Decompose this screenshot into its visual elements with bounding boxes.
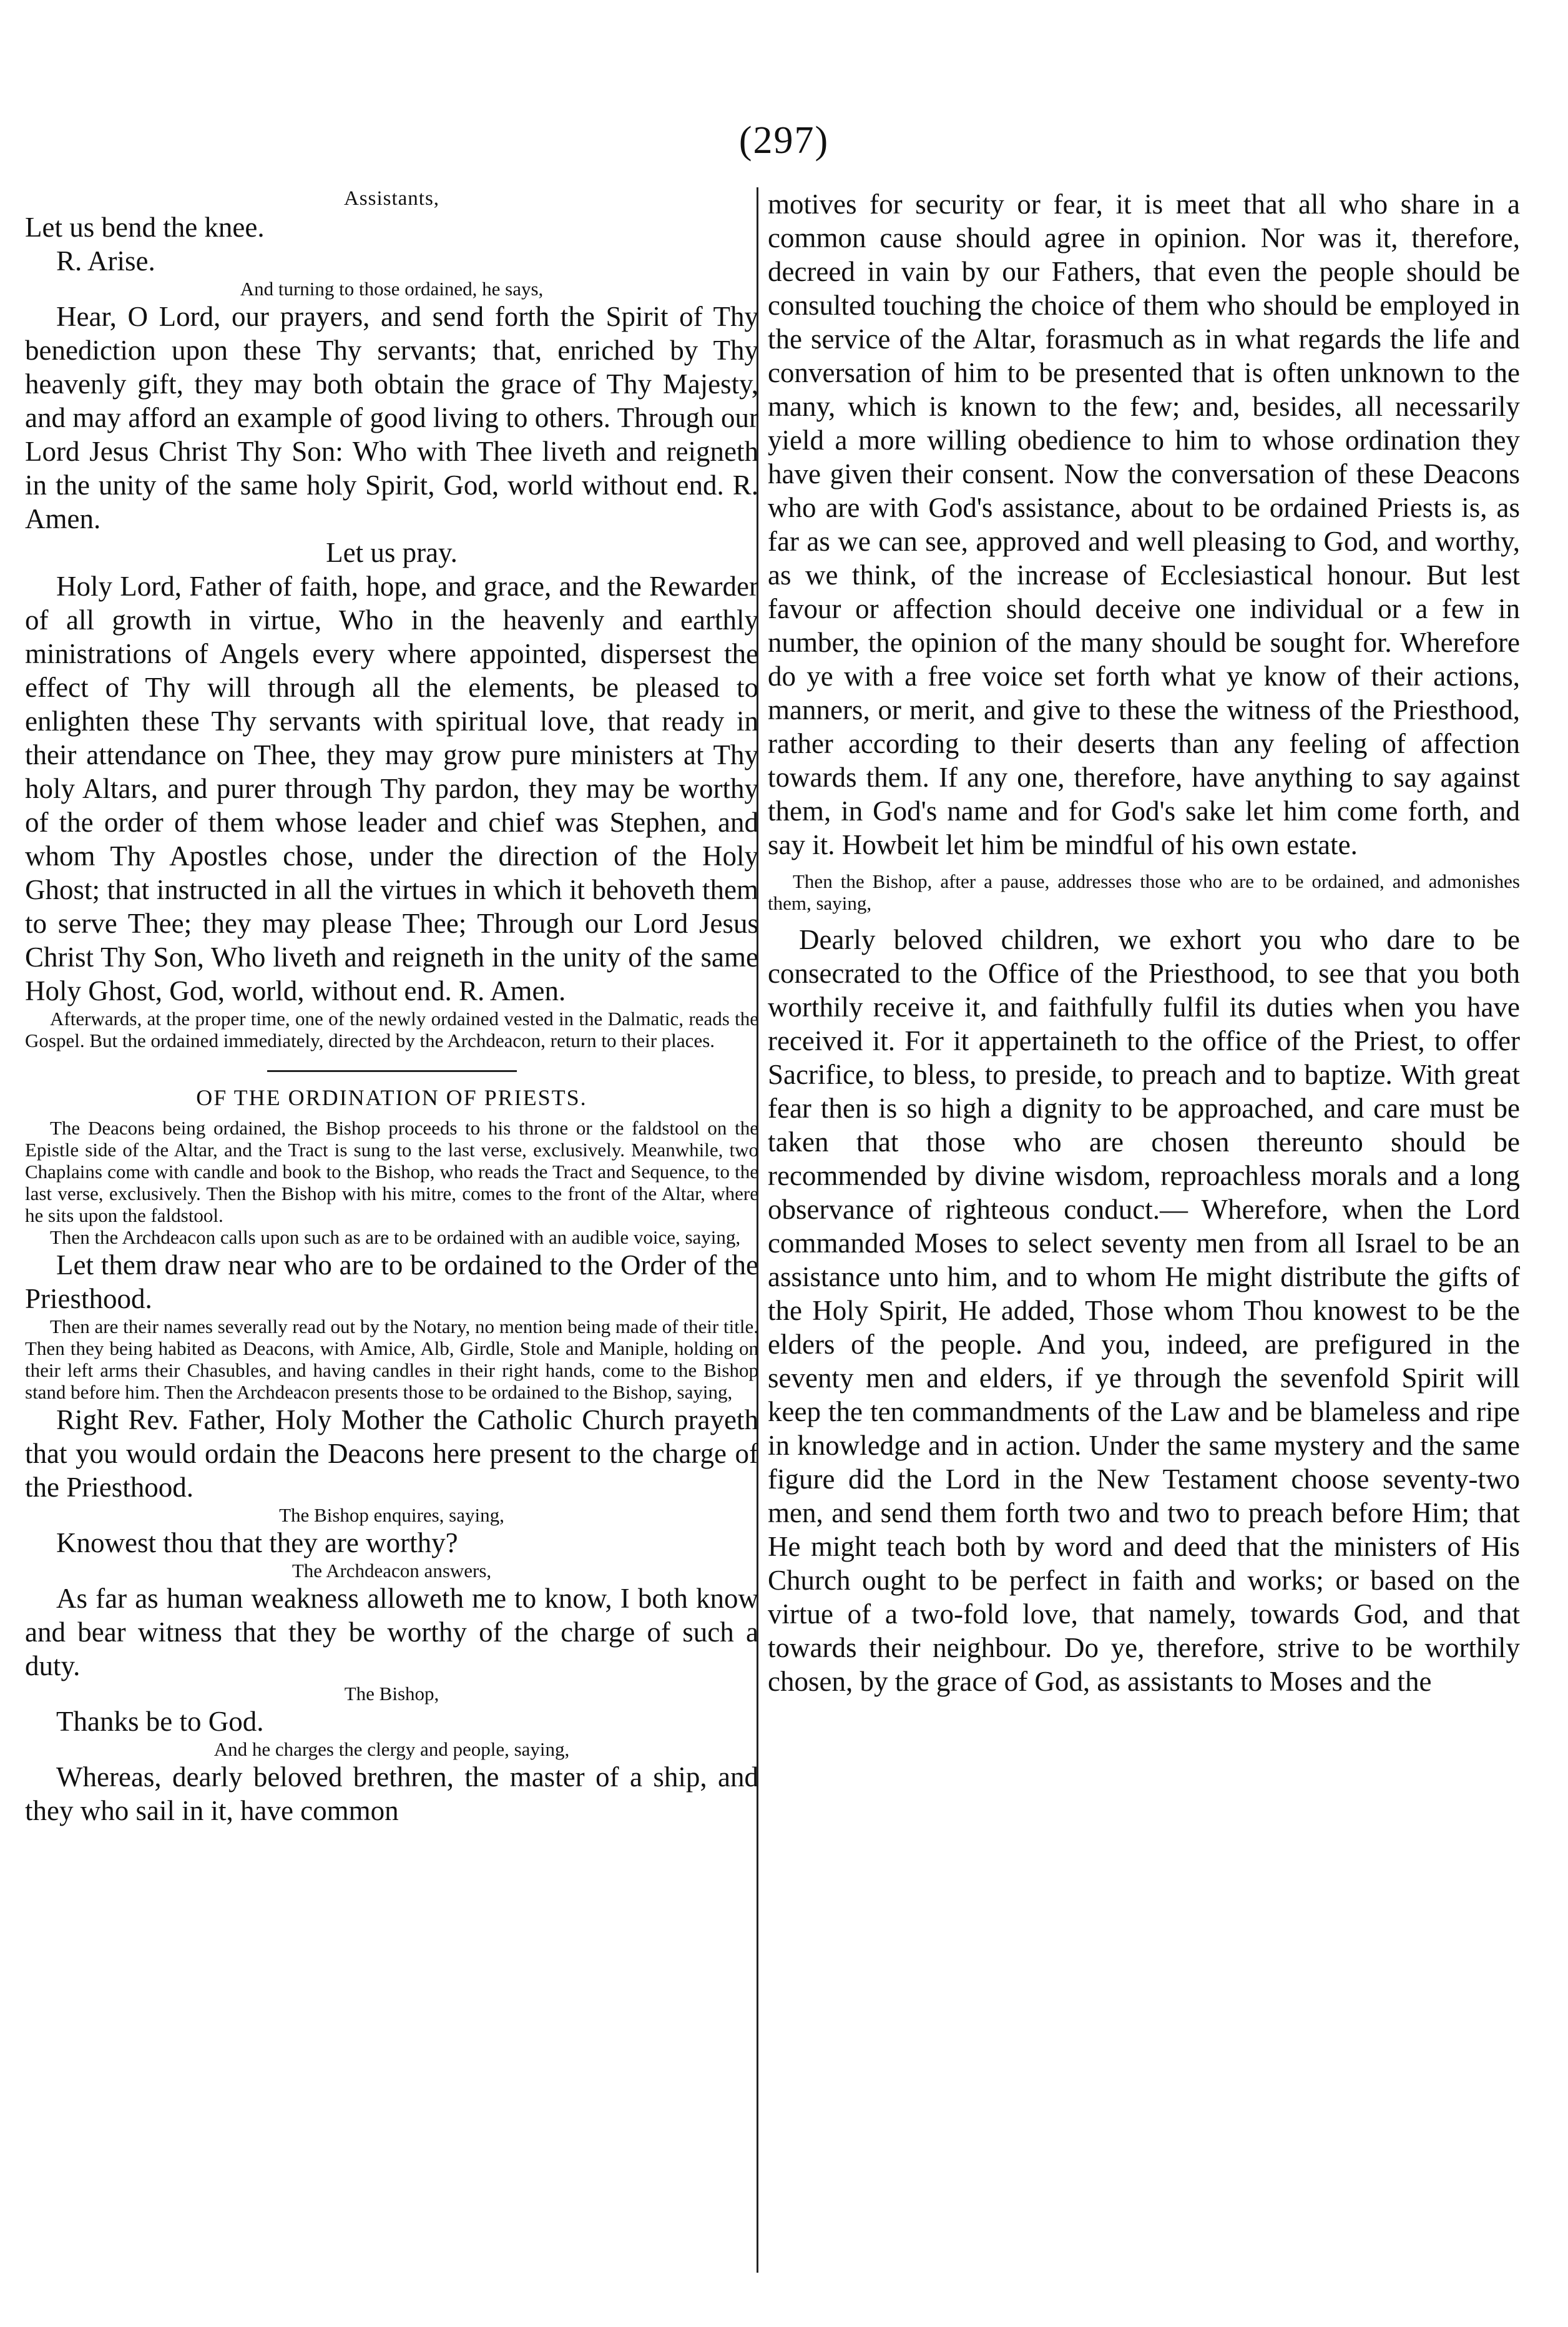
assistants-label: Assistants, (343, 187, 440, 210)
turning-rubric: And turning to those ordained, he says, (240, 278, 544, 300)
prayer-hear-o-lord: Hear, O Lord, our prayers, and send forth the Spirit of Thy benediction upon these Thy servants; that, enriched by Thy heavenly gift, they may both obtain the grace of Thy Majesty, and may afford an example of good living to others. Through our Lord Jesus Christ Thy Son: Who with Thee liveth and reigneth in the unity of the same holy Spirit, God, world without end. R. Amen. (25, 301, 758, 534)
pause-rubric: Then the Bishop, after a pause, addresses those who are to be ordained, and admonishes them, saying, (768, 870, 1520, 914)
right-rev-text: Right Rev. Father, Holy Mother the Catholic Church prayeth that you would ordain the Deacons here present to the charge of the Priesthood. (25, 1404, 758, 1503)
motives-text: motives for security or fear, it is meet that all who share in a common cause should agree in opinion. Nor was it, therefore, decreed in vain by our Fathers, that even the people should be consulted touching the choice of them who should be employed in the service of the Altar, forasmuch as in what regards the life and conversation of him to be presented that is often unknown to the many, which is known to the few; and, besides, all necessarily yield a more willing obedience to him to whose ordination they have given their consent. Now the conversation of these Deacons who are with God's assistance, about to be ordained Priests is, as far as we can see, approved and well pleasing to God, and worthy, as we think, of the increase of Ecclesiastical honour. But lest favour or affection should deceive one individual or a few in number, the opinion of the many should be sought for. Wherefore do ye with a free voice set forth what ye know of their actions, manners, or merit, and give to these the witness of the Priesthood, rather according to their deserts than any feeling of affection towards them. If any one, therefore, have anything to say against them, in God's name and for God's sake let him come forth, and say it. Howbeit let him be mindful of his own estate. (768, 189, 1520, 860)
left-column (25, 187, 758, 1828)
thanks-be-to-god: Thanks be to God. (56, 1706, 264, 1737)
knowest-question: Knowest thou that they are worthy? (56, 1527, 458, 1558)
archdeacon-answers-rubric: The Archdeacon answers, (292, 1560, 492, 1582)
archdeacon-rubric: Then the Archdeacon calls upon such as are to be ordained with an audible voice, saying, (50, 1226, 741, 1248)
section-rule (267, 1070, 517, 1072)
the-bishop-rubric: The Bishop, (344, 1683, 439, 1705)
names-rubric: Then are their names severally read out by the Notary, no mention being made of their title. Then they being habited as Deacons, with Amice, Alb, Girdle, Stole and Maniple, holding on their left arms their Chasubles, and having candles in their right hands, come to the Bishop stand before him. Then the Archdeacon presents those to be ordained to the Bishop, saying, (25, 1316, 758, 1403)
bend-knee-line: Let us bend the knee. (25, 212, 265, 243)
section-heading: OF THE ORDINATION OF PRIESTS. (196, 1085, 587, 1110)
page-number: (297) (738, 119, 830, 162)
arise-response: R. Arise. (56, 245, 155, 277)
as-far-answer: As far as human weakness alloweth me to know, I both know and bear witness that they be worthy of the charge of such a duty. (25, 1583, 758, 1681)
charges-rubric: And he charges the clergy and people, saying, (213, 1738, 570, 1760)
afterwards-rubric: Afterwards, at the proper time, one of the newly ordained vested in the Dalmatic, reads the Gospel. But the ordained immediately, directed by the Archdeacon, return to their places. (25, 1008, 758, 1051)
let-us-pray: Let us pray. (326, 537, 458, 568)
deacons-rubric: The Deacons being ordained, the Bishop proceeds to his throne or the faldstool on the Epistle side of the Altar, and the Tract is sung to the last verse, exclusively. Meanwhile, two Chaplains come with candle and book to the Bishop, who reads the Tract and Sequence, to the last verse, exclusively. Then the Bishop with his mitre, comes to the front of the Altar, where he sits upon the faldstool. (25, 1117, 758, 1226)
whereas-text: Whereas, dearly beloved brethren, the master of a ship, and they who sail in it, have common (25, 1761, 758, 1826)
bishop-enquires-rubric: The Bishop enquires, saying, (279, 1504, 504, 1526)
dearly-beloved-text: Dearly beloved children, we exhort you who dare to be consecrated to the Office of the Priesthood, to see that you both worthily receive it, and faithfully fulfil its duties when you have received it. For it appertaineth to the office of the Priest, to offer Sacrifice, to bless, to preside, to preach and to baptize. With great fear then is so high a dignity to be approached, and care must be taken that those who are chosen thereunto should be recommended by divine wisdom, reproachless morals and a long observance of righteous conduct.— Wherefore, when the Lord commanded Moses to select seventy men from all Israel to be an assistance unto him, and to whom He might distribute the gifts of the Holy Spirit, He added, Those whom Thou knowest to be the elders of the people. And you, indeed, are prefigured in the seventy men and elders, if ye through the sevenfold Spirit will keep the ten commandments of the Law and be blameless and ripe in knowledge and in action. Under the same mystery and the same figure did the Lord in the New Testament choose seventy-two men, and send them forth two and two to preach before Him; that He might teach both by word and deed that the ministers of His Church ought to be perfect in faith and works; or based on the virtue of a two-fold love, that namely, towards God, and that towards their neighbour. Do ye, therefore, strive to be worthily chosen, by the grace of God, as assistants to Moses and the (768, 924, 1520, 1697)
prayer-holy-lord: Holy Lord, Father of faith, hope, and grace, and the Rewarder of all growth in virtue, Who in the heavenly and earthly ministrations of Angels every where appointed, dispersest the effect of Thy will through all the elements, be pleased to enlighten these Thy servants with spiritual love, that ready in their attendance on Thee, they may grow pure ministers at Thy holy Altars, and purer through Thy pardon, they may be worthy of the order of them whose leader and chief was Stephen, and whom Thy Apostles chose, under the direction of the Holy Ghost; that instructed in all the virtues in which it behoveth them to serve Thee; they may please Thee; Through our Lord Jesus Christ Thy Son, Who liveth and reigneth in the unity of the same Holy Ghost, God, world, without end. R. Amen. (25, 571, 758, 1006)
right-column (768, 187, 1520, 1698)
draw-near-text: Let them draw near who are to be ordained to the Order of the Priesthood. (25, 1249, 758, 1314)
